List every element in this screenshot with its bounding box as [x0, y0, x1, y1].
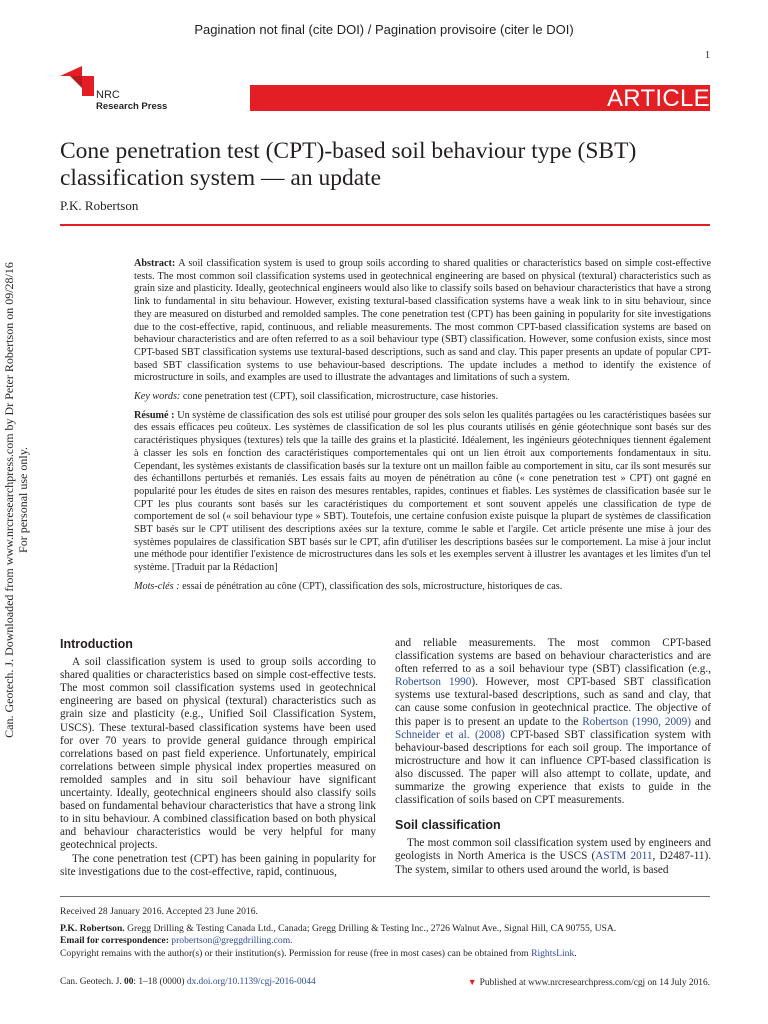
- title-divider: [60, 224, 710, 226]
- abstract-text: A soil classification system is used to group soils according to shared qualities or characteristics based on simple cost-effective tests. The most common soil classification systems used in geotechnical engineering are based on physical (textural) characteristics such as grain size and plasticity. Ideally, geotechnical engineers would also like to classify soils based on behaviour characteristics that have a strong link to fundamental in situ behaviour. However, existing textural-based classification systems have a weak link to in situ behaviour, since they are measured on disturbed and remolded samples. The cone penetration test (CPT) has been gaining in popularity for site investigations due to the cost-effective, rapid, continuous, and reliable measurements. The most common CPT-based classification systems are based on behaviour characteristics and are often referred to as a soil behaviour type (SBT) classification. However, some confusion exists, since most CPT-based SBT classification systems use textural-based descriptions, such as sand and clay. This paper presents an update of popular CPT-based SBT classification systems to use behaviour-based descriptions. The update includes a method to identify the existence of microstructure in soils, and examples are used to illustrate the advantages and limitations of such a system.: [134, 258, 712, 384]
- intro-paragraph-2: The cone penetration test (CPT) has been gaining in popularity for site investigations due to the cost-effective, rapid, continuous,: [60, 852, 376, 878]
- continuation-text-a: and reliable measurements. The most common CPT-based classification systems are based on behaviour characteristics and are often referred to as a soil behaviour type (SBT) classification (e.g.,: [395, 637, 711, 676]
- citation-pages: : 1–18 (0000): [133, 977, 185, 987]
- logo-text: [96, 90, 167, 112]
- copyright-text: Copyright remains with the author(s) or their institution(s). Permission for reuse (free in most cases) can be obtained from: [60, 947, 529, 959]
- abstract-section: [134, 258, 711, 600]
- arrow-icon: ▼: [467, 977, 477, 987]
- abstract-label: Abstract:: [134, 258, 176, 269]
- continuation-text-b: ). However, most CPT-based SBT classification systems use textural-based descriptions, such as sand and clay, that can cause some confusion in geotechnical practice. The objective of this paper is to present an update to the: [395, 676, 711, 728]
- ref-schneider-2008[interactable]: Schneider et al. (2008): [395, 728, 505, 741]
- resume-label: Résumé :: [134, 409, 175, 421]
- continuation-text-c: and: [694, 715, 712, 728]
- introduction-heading: Introduction: [60, 637, 133, 651]
- copyright-notice: Copyright remains with the author(s) or their institution(s). Permission for reuse (free in most cases) can be obtained from RightsLink.: [60, 947, 577, 959]
- published-line: [468, 977, 710, 988]
- abstract-paragraph: [134, 258, 711, 385]
- citation-volume: 00: [124, 977, 134, 987]
- ref-robertson-1990-2009[interactable]: Robertson (1990, 2009): [582, 715, 691, 728]
- pagination-notice: Pagination not final (cite DOI) / Pagination provisoire (citer le DOI): [194, 22, 574, 37]
- doi-link[interactable]: dx.doi.org/10.1139/cgj-2016-0044: [186, 977, 316, 987]
- soil-classification-paragraph: [395, 837, 711, 876]
- paper-author: P.K. Robertson: [60, 198, 139, 213]
- nrc-logo[interactable]: [60, 66, 170, 116]
- watermark-line1: Can. Geotech. J. Downloaded from www.nrcresearchpress.com by Dr Peter Robertson on 09/28/16: [2, 262, 16, 738]
- logo-line2: Research Press: [96, 101, 168, 112]
- keywords-paragraph: [134, 391, 711, 404]
- mots-cles-text: essai de pénétration au cône (CPT), classification des sols, microstructure, historiques de cas.: [182, 580, 563, 592]
- ref-astm-2011[interactable]: ASTM 2011: [595, 850, 653, 863]
- affiliation-name: P.K. Robertson.: [60, 922, 125, 934]
- page-number: 1: [705, 50, 710, 61]
- published-text: Published at www.nrcresearchpress.com/cgj on 14 July 2016.: [479, 978, 710, 988]
- mots-cles-paragraph: [134, 581, 711, 594]
- continuation-text-d: CPT-based SBT classification system with behaviour-based descriptions for each soil group. The importance of microstructure and how it can influence CPT-based classification is also discussed. The paper will also attempt to collate, update, and summarize the growing experience that exists to guide in the classification of soils based on CPT measurements.: [395, 728, 711, 807]
- resume-paragraph: [134, 410, 711, 575]
- rightslink-link[interactable]: RightsLink: [531, 947, 575, 959]
- intro-paragraph-1: A soil classification system is used to group soils according to shared qualities or characteristics based on simple cost-effective tests. The most common soil classification systems used in geotechnical engineering are based on physical (textural) characteristics such as grain size and plasticity (e.g., Unified Soil Classification System, USCS). These textural-based classification systems have been used for over 70 years to provide general guidance through empirical correlations based on past field experience. Unfortunately, empirical correlations between simple physical index properties measured on remolded samples and in situ soil behaviour have significant uncertainty. Ideally, geotechnical engineers should also classify soils based on fundamental behaviour characteristics that have a strong link to in situ behaviour. A combined classification based on both physical and behaviour characteristics would be very helpful for many geotechnical projects.: [60, 656, 376, 852]
- mots-cles-label: Mots-clés :: [134, 580, 180, 592]
- resume-text: Un système de classification des sols est utilisé pour grouper des sols selon les qualités partagées ou les caractéristiques basées sur des essais efficaces peu coûteux. Les systèmes de classification de sol les plus courants utilisés en génie géotechnique sont basés sur des caractéristiques physiques (textures) tels que la taille des grains et la plasticité. Idéalement, les ingénieurs géotechniques tiennent également à classer les sols en fonction des caractéristiques comportementales qui ont un lien étroit aux comportements fondamentaux in situ. Cependant, les systèmes existants de classification basés sur la texture ont un maillon faible au comportement in situ, car ils sont mesurés sur des échantillons perturbés et remaniés. Les essais faits au moyen de pénétration au cône (« cone penetration test » CPT) ont gagné en popularité pour les études de sites en raison des mesures rentables, rapides, continues et fiables. Les systèmes de classification basée sur le CPT les plus courants sont basés sur les caractéristiques du comportement et sont souvent appelés une classification de type de comportement de sol (« soil behaviour type » SBT). Toutefois, une certaine confusion existe puisque la plupart de systèmes de classification SBT basés sur le CPT utilisent des descriptions axées sur la texture, comme le sable et l'argile. Cet article présente une mise à jour des systèmes populaires de classification SBT basés sur le CPT, afin d'utiliser les descriptions basées sur le comportement. La mise à jour inclut une méthode pour identifier l'existence de microstructures dans les sols et les exemples servent à illustrer les avantages et les limites d'un tel système. [Traduit par la Rédaction]: [134, 409, 712, 574]
- nrc-logo-icon: [60, 66, 94, 112]
- citation-line: [60, 977, 316, 987]
- keywords-text: cone penetration test (CPT), soil classification, microstructure, case histories.: [182, 391, 499, 403]
- citation-journal: Can. Geotech. J.: [60, 977, 122, 987]
- email-link[interactable]: probertson@greggdrilling.com.: [171, 935, 293, 947]
- watermark-line2: For personal use only.: [16, 447, 30, 553]
- email-label: Email for correspondence:: [60, 935, 169, 947]
- footer-divider: [60, 896, 710, 897]
- paper-title: Cone penetration test (CPT)-based soil behaviour type (SBT) classification system — an update: [60, 138, 637, 191]
- logo-line1: NRC: [96, 89, 120, 101]
- footer-notes: [60, 906, 710, 960]
- affiliation-text: Gregg Drilling & Testing Canada Ltd., Canada; Gregg Drilling & Testing Inc., 2726 Walnut Ave., Signal Hill, CA 90755, USA.: [127, 922, 617, 934]
- intro-continuation: [395, 637, 711, 807]
- affiliation: [60, 923, 710, 936]
- body-column-left: [60, 636, 376, 879]
- soil-class-text-a: The most common soil classification system used by engineers and geologists in North America is the USCS (: [395, 837, 711, 863]
- soil-class-text-b: , D2487-11). The system, similar to others used around the world, is based: [395, 850, 711, 876]
- correspondence: [60, 935, 710, 948]
- body-column-right: [395, 636, 711, 877]
- soil-classification-heading: Soil classification: [395, 818, 501, 833]
- article-label: ARTICLE: [606, 85, 710, 112]
- received-dates: Received 28 January 2016. Accepted 23 June 2016.: [60, 906, 258, 917]
- ref-robertson-1990[interactable]: Robertson 1990: [395, 676, 472, 689]
- keywords-label: Key words:: [134, 391, 181, 403]
- download-watermark: [2, 250, 42, 750]
